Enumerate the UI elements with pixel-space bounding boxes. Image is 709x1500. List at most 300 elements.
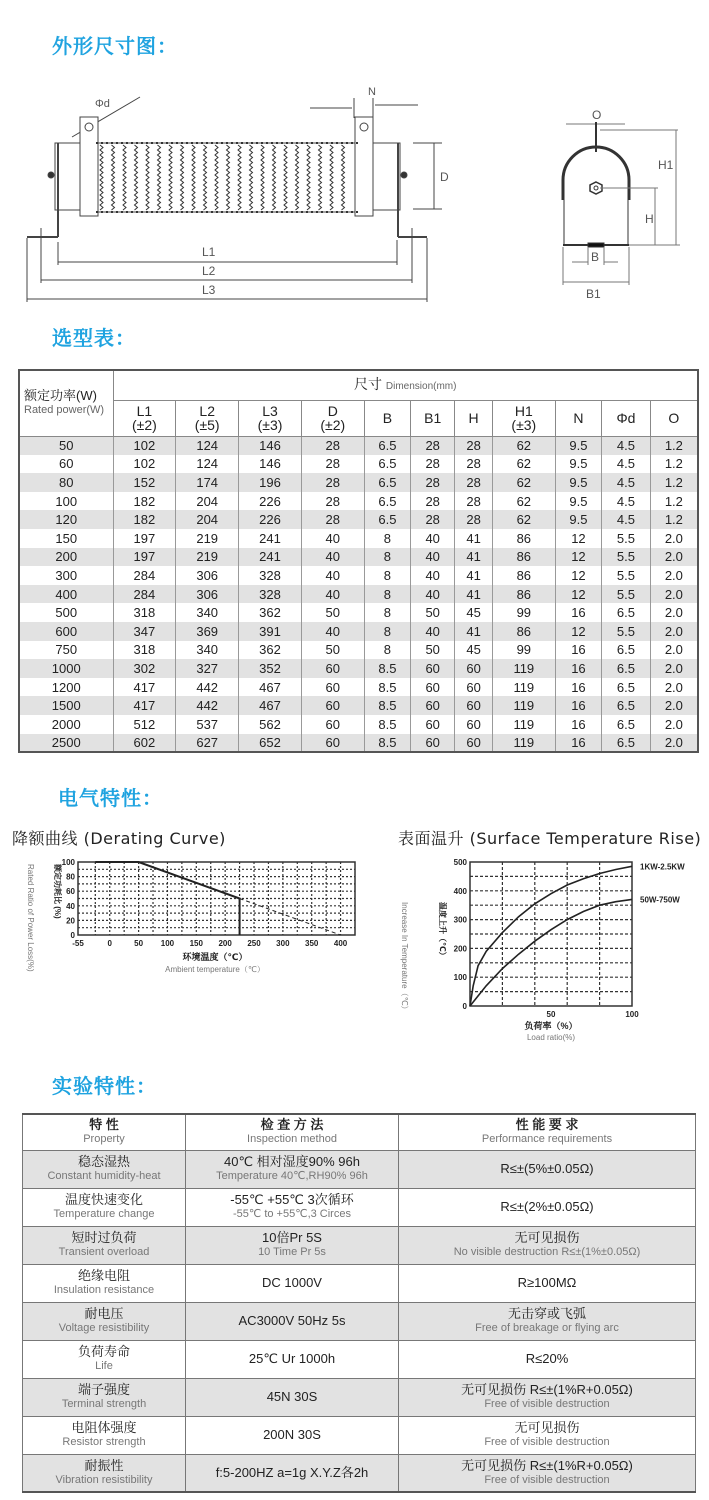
dimension-cell: 284 [113,566,176,585]
property-en: Transient overload [58,1246,150,1258]
table-row [23,1378,696,1416]
column-name: L2 [199,403,215,419]
dimension-cell: 12 [555,585,601,604]
property-cell [23,1188,186,1226]
requirement-cell [399,1416,696,1454]
y-tick-label: 80 [66,872,75,882]
dimension-cell: 6.5 [602,659,651,678]
dimension-cell: 40 [411,585,455,604]
column-header-o [650,400,698,436]
requirement-cell [399,1150,696,1188]
x-axis-label: 负荷率（%） [524,1021,578,1031]
power-cell: 1500 [19,696,113,715]
dimension-cell: 60 [301,678,364,697]
x-tick-label: 300 [276,939,290,948]
resistor-end-view-diagram [540,95,700,305]
method-en: -55℃ to +55℃,3 Circes [233,1208,351,1220]
dimension-cell: 8.5 [364,678,410,697]
property-en: Vibration resistibility [55,1473,153,1486]
dimension-cell: 60 [301,715,364,734]
requirement-cn: 无可见损伤 R≤±(1%R+0.05Ω) [461,1457,633,1473]
dimension-cell: 40 [301,566,364,585]
dimension-cell: 86 [492,548,555,567]
dimension-cell: 4.5 [602,473,651,492]
label-d: D [440,170,449,184]
table-row [23,1264,696,1302]
dimension-cell: 328 [239,566,302,585]
dimension-cell: 28 [301,455,364,474]
dimension-cell: 174 [176,473,239,492]
resistor-side-view-diagram [0,80,460,310]
power-cell: 50 [19,436,113,455]
dimension-cell: 8 [364,641,410,660]
property-cn: 短时过负荷 [71,1230,137,1245]
surface-temperature-chart [380,850,709,1050]
requirement-en: Free of visible destruction [484,1436,610,1448]
dimension-cell: 6.5 [602,734,651,753]
column-header-l3 [239,400,302,436]
dimension-cell: 2.0 [650,603,698,622]
dimension-cell: 124 [176,455,239,474]
dimension-cell: 442 [176,678,239,697]
y-tick-label: 300 [453,915,467,925]
label-l2: L2 [202,264,216,278]
x-axis-label-en: Ambient temperature（℃） [165,965,265,974]
property-cell [23,1226,186,1264]
requirement-cell [399,1226,696,1264]
dimension-cell: 40 [301,585,364,604]
dimension-cell: 28 [301,436,364,455]
power-cell: 2500 [19,734,113,753]
dimension-cell: 60 [411,696,455,715]
dimension-cell: 119 [492,678,555,697]
dimension-cell: 28 [455,492,493,511]
dimension-cell: 5.5 [602,548,651,567]
table-row [19,510,698,529]
requirement-en: No visible destruction R≤±(1%±0.05Ω) [453,1246,641,1258]
column-name: H1 [514,403,533,419]
method-cn: 40℃ 相对湿度90% 96h [224,1154,360,1169]
dimension-cell: 9.5 [555,473,601,492]
dimension-cell: 8 [364,622,410,641]
derating-chart [0,850,370,980]
dimension-cell: 28 [301,473,364,492]
x-tick-label: 150 [189,939,203,948]
dimension-cell: 6.5 [602,696,651,715]
column-header-b [364,400,410,436]
property-cn: 端子强度 [77,1382,130,1397]
requirement-cn: R≤±(5%±0.05Ω) [500,1161,594,1176]
requirement-cell [399,1378,696,1416]
y-tick-label: 200 [453,944,467,954]
y-tick-label: 500 [453,858,467,867]
dimension-cell: 12 [555,566,601,585]
power-cell: 1200 [19,678,113,697]
dimension-cell: 327 [176,659,239,678]
dimension-cell: 119 [492,696,555,715]
dimension-header-cn: 尺寸 [354,375,383,392]
dimension-cell: 8.5 [364,696,410,715]
column-header-b1 [411,400,455,436]
dimension-cell: 86 [492,566,555,585]
x-tick-label: 100 [625,1010,639,1019]
dimension-cell: 50 [411,641,455,660]
section-title-tests: 实验特性： [52,1074,157,1098]
dimension-cell: 182 [113,492,176,511]
requirement-cn: R≥100MΩ [517,1275,577,1290]
dimension-cell: 8.5 [364,659,410,678]
property-en: Life [95,1360,113,1372]
legend-label: 50W-750W [640,895,680,905]
dimension-cell: 8 [364,603,410,622]
dimension-cell: 196 [239,473,302,492]
dimension-cell: 62 [492,510,555,529]
requirement-en: Free of breakage or flying arc [475,1322,619,1334]
method-cell [186,1454,399,1492]
table-row [23,1454,696,1492]
table-row [23,1226,696,1264]
dimension-cell: 60 [455,678,493,697]
power-cell: 750 [19,641,113,660]
dimension-header-en: Dimension(mm) [385,380,457,392]
dimension-cell: 467 [239,696,302,715]
requirement-cn: 无可见损伤 [514,1420,580,1435]
property-cn: 耐振性 [84,1457,124,1473]
dimension-cell: 28 [455,455,493,474]
dimension-cell: 40 [411,566,455,585]
label-b1: B1 [586,287,601,301]
table-row [19,603,698,622]
dimension-cell: 5.5 [602,566,651,585]
header-cell [186,1114,399,1150]
y-tick-label: 0 [70,931,75,940]
requirement-cn: 无可见损伤 [514,1230,580,1245]
dimension-cell: 28 [411,492,455,511]
dimension-cell: 12 [555,622,601,641]
legend-label: 1KW-2.5KW [640,862,685,872]
label-l1: L1 [202,245,216,259]
dimension-cell: 8 [364,566,410,585]
label-l3: L3 [202,283,216,297]
table-row [19,473,698,492]
dimension-cell: 1.2 [650,492,698,511]
x-tick-label: 400 [333,939,348,948]
column-header-h1 [492,400,555,436]
power-cell: 300 [19,566,113,585]
requirement-cn: 无击穿或飞弧 [507,1306,586,1321]
dimension-cell: 6.5 [364,510,410,529]
dimension-cell: 60 [411,659,455,678]
table-row [23,1340,696,1378]
dimension-cell: 306 [176,585,239,604]
header-cn: 检 查 方 法 [260,1117,324,1133]
dimension-cell: 391 [239,622,302,641]
dimension-cell: 9.5 [555,492,601,511]
x-tick-label: 350 [305,939,319,948]
dimension-cell: 347 [113,622,176,641]
column-name: O [668,410,680,426]
dimension-cell: 352 [239,659,302,678]
dimension-cell: 241 [239,548,302,567]
dimension-cell: 5.5 [602,529,651,548]
method-cn: 25℃ Ur 1000h [248,1351,336,1366]
dimension-cell: 5.5 [602,585,651,604]
dimension-cell: 6.5 [364,492,410,511]
section-title-outline: 外形尺寸图： [52,34,178,58]
surface-temp-chart-title: 表面温升 (Surface Temperature Rise) [398,829,702,848]
x-tick-label: 50 [546,1010,556,1019]
dimension-cell: 28 [411,455,455,474]
dimension-cell: 4.5 [602,455,651,474]
property-en: Temperature change [53,1208,155,1220]
requirement-cell [399,1340,696,1378]
dimension-cell: 60 [455,715,493,734]
column-name: L1 [136,403,153,419]
dimension-cell: 1.2 [650,510,698,529]
dimension-cell: 50 [301,603,364,622]
dimension-cell: 28 [301,492,364,511]
dimension-cell: 2.0 [650,585,698,604]
y-tick-label: 100 [61,858,75,867]
dimension-cell: 340 [176,603,239,622]
dimension-cell: 28 [455,510,493,529]
property-cell [23,1264,186,1302]
dimension-cell: 4.5 [602,510,651,529]
x-axis-label-en: Load ratio(%) [526,1033,576,1042]
property-cell [23,1302,186,1340]
dimension-cell: 8 [364,548,410,567]
dimension-cell: 2.0 [650,548,698,567]
dimension-cell: 60 [301,696,364,715]
y-tick-label: 40 [66,901,75,911]
dimension-cell: 41 [455,529,493,548]
property-cell [23,1416,186,1454]
dimension-cell: 5.5 [602,622,651,641]
column-name: L3 [262,403,278,419]
y-axis-label-en: Rated Ratio of Power Loss(%) [26,864,35,972]
power-cell: 80 [19,473,113,492]
label-phi-d: Φd [95,98,110,110]
table-row [23,1416,696,1454]
dimension-cell: 562 [239,715,302,734]
power-column-header [19,370,113,436]
table-row [19,436,698,455]
requirement-en: Free of visible destruction [484,1473,610,1486]
dimension-cell: 40 [411,548,455,567]
requirement-cell [399,1264,696,1302]
dimension-cell: 362 [239,641,302,660]
dimension-cell: 8 [364,529,410,548]
dimension-cell: 28 [411,473,455,492]
y-axis-label-en: Increase In Temperature（℃） [400,902,409,1014]
requirement-cn: 无可见损伤 R≤±(1%R+0.05Ω) [461,1382,633,1397]
dimension-cell: 45 [455,603,493,622]
dimension-cell: 417 [113,696,176,715]
property-cell [23,1454,186,1492]
dimension-cell: 41 [455,622,493,641]
x-tick-label: 250 [247,939,261,948]
requirement-cell [399,1188,696,1226]
dimension-cell: 197 [113,548,176,567]
requirement-cn: R≤±(2%±0.05Ω) [500,1199,594,1214]
header-en: Property [83,1133,125,1146]
method-cell [186,1150,399,1188]
dimension-cell: 226 [239,492,302,511]
property-en: Constant humidity-heat [47,1170,161,1182]
dimension-cell: 16 [555,715,601,734]
dimension-cell: 8.5 [364,715,410,734]
dimension-cell: 1.2 [650,455,698,474]
property-cn: 稳态湿热 [77,1154,130,1169]
dimension-cell: 119 [492,715,555,734]
dimension-cell: 2.0 [650,715,698,734]
dimension-cell: 16 [555,641,601,660]
dimension-cell: 86 [492,585,555,604]
dimension-cell: 284 [113,585,176,604]
dimension-cell: 60 [301,659,364,678]
power-cell: 1000 [19,659,113,678]
dimension-cell: 60 [411,678,455,697]
table-row [19,696,698,715]
power-cell: 500 [19,603,113,622]
section-title-electrical: 电气特性： [58,786,163,810]
dimension-cell: 6.5 [364,455,410,474]
power-cell: 150 [19,529,113,548]
method-cn: 10倍Pr 5S [262,1230,322,1245]
header-en: Performance requirements [481,1133,613,1146]
dimension-cell: 28 [455,473,493,492]
dimension-cell: 86 [492,622,555,641]
property-cell [23,1378,186,1416]
x-axis-label: 环境温度（℃） [182,952,248,962]
dimension-cell: 6.5 [364,436,410,455]
method-cell [186,1416,399,1454]
test-characteristics-table [22,1113,696,1493]
dimension-cell: 537 [176,715,239,734]
dimension-cell: 60 [455,659,493,678]
power-cell: 200 [19,548,113,567]
column-name: D [327,403,338,419]
table-row [23,1188,696,1226]
label-n: N [368,86,376,98]
dimension-cell: 40 [301,529,364,548]
dimension-cell: 226 [239,510,302,529]
power-cell: 400 [19,585,113,604]
power-cell: 600 [19,622,113,641]
dimension-cell: 60 [301,734,364,753]
dimension-cell: 8 [364,585,410,604]
column-header-l1 [113,400,176,436]
dimension-cell: 306 [176,566,239,585]
method-cell [186,1302,399,1340]
label-o: O [592,108,602,122]
dimension-cell: 99 [492,641,555,660]
header-cn: 特 性 [89,1117,119,1133]
dimension-cell: 60 [411,734,455,753]
requirement-cell [399,1302,696,1340]
method-cell [186,1264,399,1302]
dimension-cell: 119 [492,734,555,753]
requirement-en: Free of visible destruction [484,1398,610,1410]
dimension-cell: 2.0 [650,659,698,678]
property-en: Insulation resistance [53,1284,155,1296]
dimension-cell: 302 [113,659,176,678]
dimension-cell: 102 [113,455,176,474]
method-cn: 45N 30S [266,1389,318,1404]
test-table-header [23,1114,696,1150]
column-header-d [301,400,364,436]
dimension-cell: 4.5 [602,436,651,455]
table-row [19,641,698,660]
table-row [19,622,698,641]
dimension-cell: 328 [239,585,302,604]
property-cn: 电阻体强度 [71,1420,137,1435]
table-row [19,734,698,753]
x-tick-label: 200 [218,939,232,948]
dimension-cell: 16 [555,659,601,678]
dimension-cell: 512 [113,715,176,734]
table-row [19,566,698,585]
column-name: B1 [424,410,442,426]
dimension-cell: 182 [113,510,176,529]
dimension-cell: 16 [555,696,601,715]
dimension-cell: 124 [176,436,239,455]
dimension-cell: 6.5 [602,678,651,697]
y-tick-label: 20 [66,916,75,926]
dimension-cell: 28 [455,436,493,455]
property-cell [23,1150,186,1188]
dimension-cell: 241 [239,529,302,548]
dimension-cell: 41 [455,566,493,585]
table-row [19,585,698,604]
table-row [19,455,698,474]
dimension-cell: 2.0 [650,696,698,715]
table-row [19,492,698,511]
y-axis-label: 温度上升（℃） [438,902,447,960]
table-row [23,1302,696,1340]
dimension-cell: 62 [492,473,555,492]
method-cn: AC3000V 50Hz 5s [238,1313,346,1328]
dimension-cell: 362 [239,603,302,622]
method-cell [186,1378,399,1416]
dimension-cell: 219 [176,529,239,548]
column-tolerance: (±3) [511,417,537,433]
dimension-cell: 62 [492,455,555,474]
dimension-cell: 86 [492,529,555,548]
dimension-cell: 8.5 [364,734,410,753]
power-cell: 100 [19,492,113,511]
x-tick-label: 50 [134,939,144,948]
dimension-cell: 318 [113,641,176,660]
table-row [23,1150,696,1188]
dimension-cell: 102 [113,436,176,455]
dimension-cell: 2.0 [650,622,698,641]
property-en: Terminal strength [61,1398,147,1410]
dimension-cell: 2.0 [650,678,698,697]
dimension-cell: 6.5 [602,715,651,734]
property-cell [23,1340,186,1378]
dimension-cell: 442 [176,696,239,715]
method-cn: -55℃ +55℃ 3次循环 [230,1192,354,1207]
table-row [19,548,698,567]
dimension-cell: 41 [455,548,493,567]
dimension-cell: 1.2 [650,473,698,492]
dimension-cell: 467 [239,678,302,697]
property-en: Voltage resistibility [58,1322,150,1334]
header-cell [399,1114,696,1150]
dimension-cell: 9.5 [555,436,601,455]
dimension-cell: 204 [176,510,239,529]
